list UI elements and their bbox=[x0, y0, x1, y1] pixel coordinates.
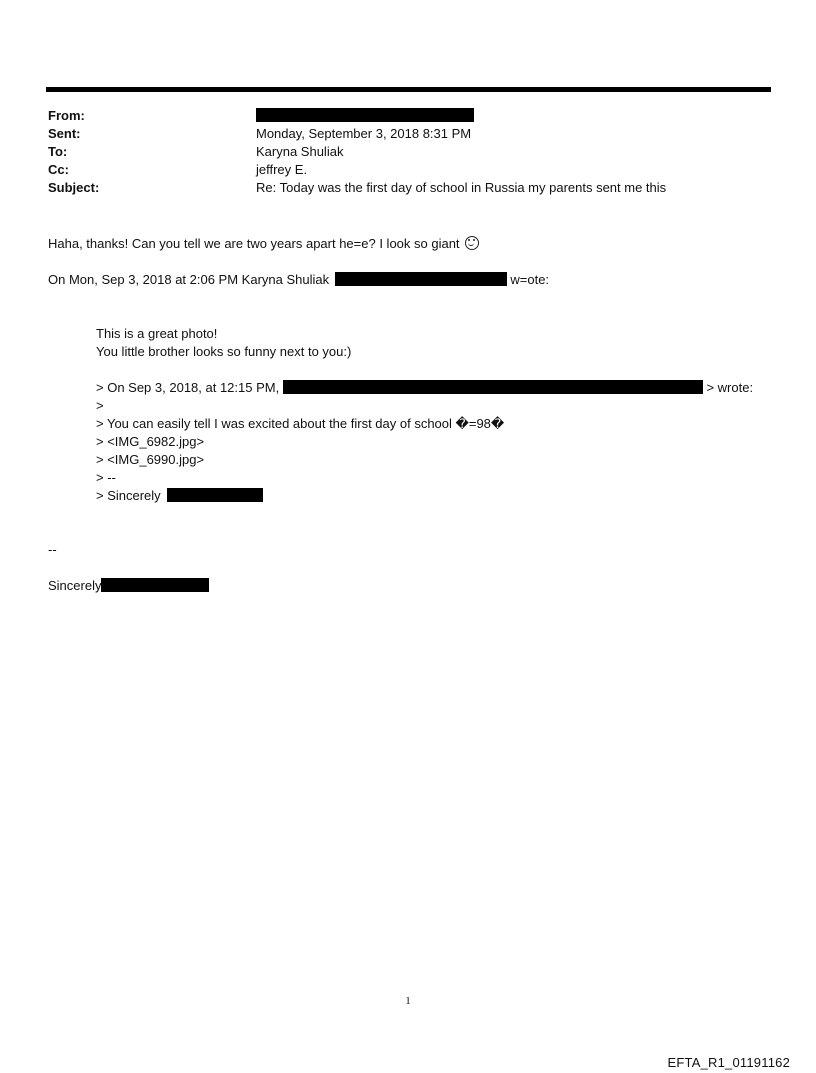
redaction-bar bbox=[256, 108, 474, 122]
nested-on-prefix: > On Sep 3, 2018, at 12:15 PM, bbox=[96, 380, 280, 395]
header-subject-row bbox=[48, 179, 768, 197]
header-sent-row bbox=[48, 125, 768, 143]
cc-label: Cc: bbox=[48, 162, 69, 177]
nested-signature-line bbox=[96, 487, 263, 505]
nested-attachment-line: > <IMG_6982.jpg> bbox=[96, 434, 205, 449]
to-label: To: bbox=[48, 144, 68, 159]
page-number: 1 bbox=[405, 995, 411, 1007]
sent-label: Sent: bbox=[48, 126, 81, 141]
document-id: EFTA_R1_01191162 bbox=[667, 1055, 790, 1070]
nested-line: > -- bbox=[96, 470, 116, 485]
redaction-bar bbox=[335, 272, 507, 286]
reply-line bbox=[48, 235, 479, 253]
quote-line: You little brother looks so funny next to you:) bbox=[96, 344, 352, 359]
from-value-redacted bbox=[256, 107, 474, 125]
redaction-bar bbox=[167, 488, 263, 502]
on-line-suffix: w=ote: bbox=[510, 272, 550, 287]
nested-on-suffix: > wrote: bbox=[706, 380, 754, 395]
nested-line: > You can easily tell I was excited about the first day of school �=98� bbox=[96, 416, 505, 431]
signature-line bbox=[48, 577, 209, 595]
smiley-icon bbox=[465, 236, 479, 250]
on-line-prefix: On Mon, Sep 3, 2018 at 2:06 PM Karyna Shuliak bbox=[48, 272, 330, 287]
header-from-row bbox=[48, 107, 768, 125]
nested-header-line bbox=[96, 379, 753, 397]
signature-sincerely: Sincerely bbox=[48, 578, 102, 593]
nested-sincerely: > Sincerely bbox=[96, 488, 161, 503]
subject-label: Subject: bbox=[48, 180, 100, 195]
nested-attachment-line: > <IMG_6990.jpg> bbox=[96, 452, 205, 467]
nested-line: > bbox=[96, 398, 104, 413]
cc-value: jeffrey E. bbox=[256, 162, 308, 177]
header-cc-row bbox=[48, 161, 768, 179]
redaction-bar bbox=[283, 380, 703, 394]
header-to-row bbox=[48, 143, 768, 161]
reply-text: Haha, thanks! Can you tell we are two years apart he=e? I look so giant bbox=[48, 236, 460, 251]
from-label: From: bbox=[48, 108, 85, 123]
sent-value: Monday, September 3, 2018 8:31 PM bbox=[256, 126, 472, 141]
quoted-header-line bbox=[48, 271, 549, 289]
redaction-bar bbox=[101, 578, 209, 592]
header-rule bbox=[46, 87, 771, 92]
subject-value: Re: Today was the first day of school in Russia my parents sent me this bbox=[256, 180, 667, 195]
to-value: Karyna Shuliak bbox=[256, 144, 344, 159]
quote-line: This is a great photo! bbox=[96, 326, 218, 341]
signature-dashes: -- bbox=[48, 542, 57, 557]
